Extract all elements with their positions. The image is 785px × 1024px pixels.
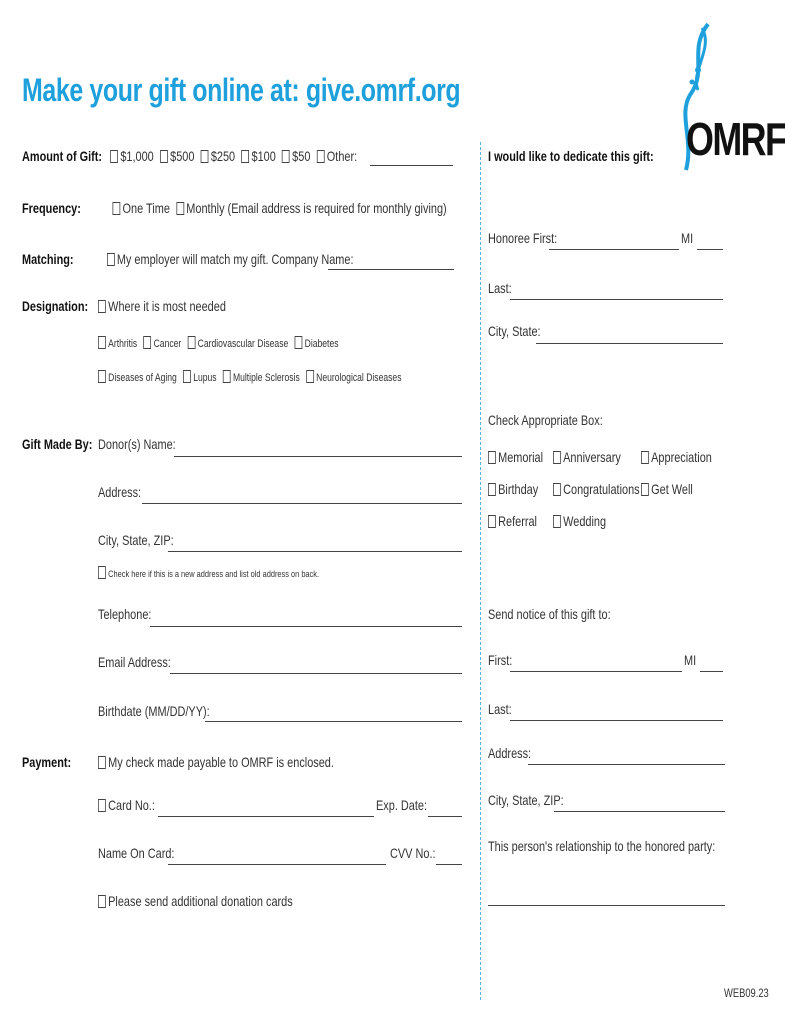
honoree-city-state-field[interactable] [536, 343, 723, 344]
exp-date-field[interactable] [428, 816, 462, 817]
checkbox[interactable] [553, 515, 561, 528]
checkbox[interactable] [143, 336, 151, 349]
checkbox[interactable] [282, 150, 290, 163]
additional-cards-option[interactable]: Please send additional donation cards [98, 893, 293, 909]
matching-row [22, 251, 353, 269]
designation-cardiovascular-option[interactable]: Cardiovascular Disease [188, 336, 289, 350]
donor-name-label: Donor(s) Name: [98, 436, 176, 452]
notice-city-state-zip-field[interactable] [554, 811, 725, 812]
card-no-option[interactable]: Card No.: [98, 797, 155, 813]
wedding-option[interactable]: Wedding [553, 513, 606, 529]
checkbox[interactable] [98, 566, 106, 579]
payment-label: Payment: [22, 754, 72, 770]
referral-option[interactable]: Referral [488, 513, 537, 529]
dedicate-heading: I would like to dedicate this gift: [488, 148, 654, 164]
checkbox[interactable] [98, 756, 106, 769]
amount-label: Amount of Gift: [22, 148, 103, 164]
checkbox[interactable] [107, 253, 115, 266]
telephone-field[interactable] [150, 626, 462, 627]
checkbox[interactable] [553, 483, 561, 496]
checkbox[interactable] [112, 202, 120, 215]
address-label: Address: [98, 484, 142, 500]
telephone-label: Telephone: [98, 606, 152, 622]
checkbox[interactable] [98, 799, 106, 812]
checkbox[interactable] [488, 483, 496, 496]
checkbox[interactable] [98, 370, 106, 383]
payment-label-wrap [22, 754, 71, 772]
birthdate-label: Birthdate (MM/DD/YY): [98, 703, 210, 719]
designation-neurological-option[interactable]: Neurological Diseases [306, 370, 402, 384]
memorial-option[interactable]: Memorial [488, 449, 543, 465]
checkbox[interactable] [317, 150, 325, 163]
checkbox[interactable] [188, 336, 196, 349]
notice-mi-field[interactable] [700, 671, 723, 672]
checkbox[interactable] [294, 336, 302, 349]
donor-name-field[interactable] [174, 456, 462, 457]
cvv-field[interactable] [436, 864, 462, 865]
omrf-logo [668, 20, 785, 180]
amount-other-option[interactable]: Other: [317, 148, 357, 164]
company-name-field[interactable] [328, 269, 454, 270]
form-code: WEB09.23 [724, 986, 769, 1000]
notice-first-label: First: [488, 652, 513, 668]
checkbox[interactable] [306, 370, 314, 383]
checkbox[interactable] [98, 336, 106, 349]
name-on-card-field[interactable] [168, 864, 386, 865]
notice-first-field[interactable] [510, 671, 682, 672]
amount-50-option[interactable]: $50 [282, 148, 310, 164]
designation-ms-option[interactable]: Multiple Sclerosis [223, 370, 300, 384]
honoree-mi-label: MI [681, 230, 694, 246]
gift-made-by-label-wrap [22, 436, 92, 454]
exp-date-label: Exp. Date: [376, 797, 427, 813]
notice-last-label: Last: [488, 701, 512, 717]
email-field[interactable] [170, 673, 462, 674]
checkbox[interactable] [98, 300, 106, 313]
designation-most-needed-option[interactable]: Where it is most needed [98, 298, 226, 314]
frequency-monthly-option[interactable]: Monthly (Email address is required for monthly giving) [176, 200, 447, 216]
honoree-mi-field[interactable] [697, 249, 723, 250]
checkbox[interactable] [241, 150, 249, 163]
cvv-label: CVV No.: [390, 845, 436, 861]
designation-row-2 [98, 336, 345, 350]
honoree-city-state-label: City, State: [488, 323, 541, 339]
amount-250-option[interactable]: $250 [201, 148, 235, 164]
checkbox[interactable] [223, 370, 231, 383]
honoree-first-label: Honoree First: [488, 230, 558, 246]
notice-address-label: Address: [488, 745, 532, 761]
amount-100-option[interactable]: $100 [241, 148, 275, 164]
notice-heading: Send notice of this gift to: [488, 606, 611, 622]
notice-city-state-zip-label: City, State, ZIP: [488, 792, 564, 808]
checkbox[interactable] [176, 202, 184, 215]
honoree-last-field[interactable] [510, 299, 723, 300]
check-box-label: Check Appropriate Box: [488, 412, 603, 428]
honoree-last-label: Last: [488, 280, 512, 296]
matching-label: Matching: [22, 251, 74, 267]
name-on-card-label: Name On Card: [98, 845, 175, 861]
column-divider [480, 142, 481, 1000]
appreciation-option[interactable]: Appreciation [641, 449, 712, 465]
checkbox[interactable] [641, 451, 649, 464]
notice-mi-label: MI [684, 652, 697, 668]
birthdate-field[interactable] [205, 721, 462, 722]
designation-arthritis-option[interactable]: Arthritis [98, 336, 137, 350]
address-field[interactable] [142, 503, 462, 504]
checkbox[interactable] [160, 150, 168, 163]
checkbox[interactable] [488, 515, 496, 528]
honoree-first-field[interactable] [549, 249, 679, 250]
designation-aging-option[interactable]: Diseases of Aging [98, 370, 177, 384]
birthday-option[interactable]: Birthday [488, 481, 538, 497]
email-label: Email Address: [98, 654, 171, 670]
new-address-option[interactable]: Check here if this is a new address and list old address on back. [98, 566, 319, 580]
matching-option[interactable]: My employer will match my gift. Company Name: [107, 251, 354, 267]
checkbox[interactable] [183, 370, 191, 383]
check-enclosed-option[interactable]: My check made payable to OMRF is enclosed. [98, 754, 334, 770]
designation-diabetes-option[interactable]: Diabetes [294, 336, 338, 350]
card-no-field[interactable] [158, 816, 374, 817]
relationship-label: This person's relationship to the honored party: [488, 838, 716, 854]
checkbox[interactable] [553, 451, 561, 464]
designation-label-wrap [22, 298, 88, 316]
congratulations-option[interactable]: Congratulations [553, 481, 640, 497]
frequency-one-time-option[interactable]: One Time [112, 200, 169, 216]
city-state-zip-field[interactable] [168, 551, 462, 552]
designation-label: Designation: [22, 298, 89, 314]
relationship-field[interactable] [488, 905, 725, 906]
checkbox[interactable] [98, 895, 106, 908]
checkbox[interactable] [110, 150, 118, 163]
amount-1000-option[interactable]: $1,000 [110, 148, 154, 164]
frequency-label: Frequency: [22, 200, 81, 216]
checkbox[interactable] [201, 150, 209, 163]
gift-made-by-label: Gift Made By: [22, 436, 93, 452]
designation-row-3 [98, 370, 408, 384]
get-well-option[interactable]: Get Well [641, 481, 693, 497]
page-title: Make your gift online at: give.omrf.org [22, 72, 461, 108]
designation-cancer-option[interactable]: Cancer [143, 336, 181, 350]
amount-row [22, 148, 363, 166]
city-state-zip-label: City, State, ZIP: [98, 532, 174, 548]
amount-500-option[interactable]: $500 [160, 148, 194, 164]
checkbox[interactable] [641, 483, 649, 496]
anniversary-option[interactable]: Anniversary [553, 449, 621, 465]
notice-address-field[interactable] [528, 764, 725, 765]
frequency-row [22, 200, 453, 218]
checkbox[interactable] [488, 451, 496, 464]
notice-last-field[interactable] [510, 720, 723, 721]
amount-other-field[interactable] [370, 165, 453, 166]
logo-text: OMRF [686, 113, 785, 165]
designation-lupus-option[interactable]: Lupus [183, 370, 217, 384]
